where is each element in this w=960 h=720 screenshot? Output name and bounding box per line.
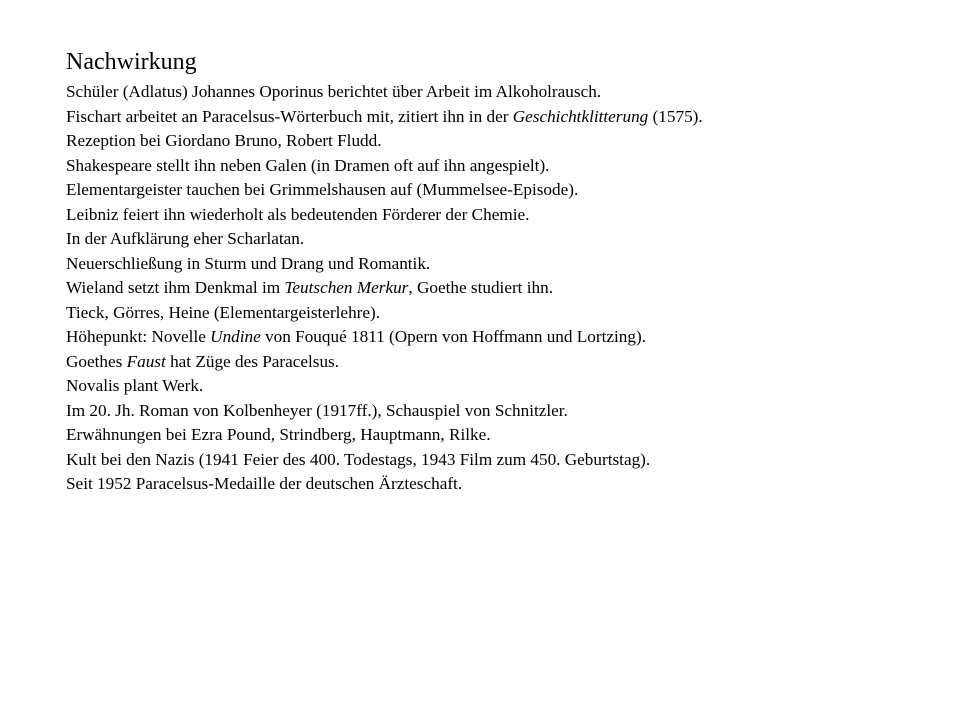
text-line	[66, 472, 703, 497]
line-text: hat Züge des Paracelsus.	[165, 351, 340, 371]
line-text: Wieland setzt ihm Denkmal im	[66, 278, 285, 297]
text-line	[66, 350, 703, 375]
text-line	[66, 448, 703, 473]
text-line	[66, 399, 703, 424]
line-text: Fischart arbeitet an Paracelsus-Wörterbuch mit, zitiert ihn in der	[66, 106, 513, 126]
text-line	[66, 301, 703, 326]
text-line	[66, 129, 703, 154]
italic-title-text: Undine	[210, 327, 261, 346]
line-text: Goethes	[66, 351, 127, 371]
line-text: Schüler (Adlatus) Johannes Oporinus berichtet über Arbeit im Alkoholrausch.	[66, 82, 602, 101]
text-line	[66, 276, 703, 301]
line-text: Shakespeare stellt ihn neben Galen (in Dramen oft auf ihn angespielt).	[66, 155, 550, 175]
line-text: Leibniz feiert ihn wiederholt als bedeutenden Förderer der Chemie.	[66, 204, 530, 224]
text-line	[66, 105, 703, 130]
line-text: von Fouqué 1811 (Opern von Hoffmann und Lortzing).	[260, 327, 646, 346]
text-line	[66, 154, 703, 179]
line-text: Höhepunkt: Novelle	[66, 327, 211, 346]
line-text: Im 20. Jh. Roman von Kolbenheyer (1917ff.), Schauspiel von Schnitzler.	[66, 400, 568, 420]
line-text: Novalis plant Werk.	[66, 376, 204, 395]
line-text: Neuerschließung in Sturm und Drang und Romantik.	[66, 253, 431, 273]
line-text: (1575).	[648, 106, 703, 126]
text-line	[66, 80, 703, 105]
italic-title-text: Faust	[126, 351, 166, 371]
italic-title-text: Teutschen Merkur	[284, 278, 409, 297]
text-line	[66, 178, 703, 203]
line-text: , Goethe studiert ihn.	[408, 278, 554, 297]
text-line	[66, 374, 703, 399]
italic-title-text: Geschichtklitterung	[512, 106, 649, 126]
content-lines	[66, 80, 703, 497]
slide-title: Nachwirkung	[66, 49, 197, 75]
text-line	[66, 227, 703, 252]
line-text: Kult bei den Nazis (1941 Feier des 400. Todestags, 1943 Film zum 450. Geburtstag).	[66, 449, 651, 469]
text-line	[66, 203, 703, 228]
line-text: In der Aufklärung eher Scharlatan.	[66, 229, 305, 248]
line-text: Seit 1952 Paracelsus-Medaille der deutschen Ärzteschaft.	[66, 474, 463, 493]
text-line	[66, 325, 703, 350]
line-text: Erwähnungen bei Ezra Pound, Strindberg, Hauptmann, Rilke.	[66, 425, 491, 444]
line-text: Tieck, Görres, Heine (Elementargeisterlehre).	[66, 302, 381, 322]
text-line	[66, 252, 703, 277]
text-line	[66, 423, 703, 448]
line-text: Rezeption bei Giordano Bruno, Robert Fludd.	[66, 131, 382, 150]
line-text: Elementargeister tauchen bei Grimmelshausen auf (Mummelsee-Episode).	[66, 180, 579, 199]
